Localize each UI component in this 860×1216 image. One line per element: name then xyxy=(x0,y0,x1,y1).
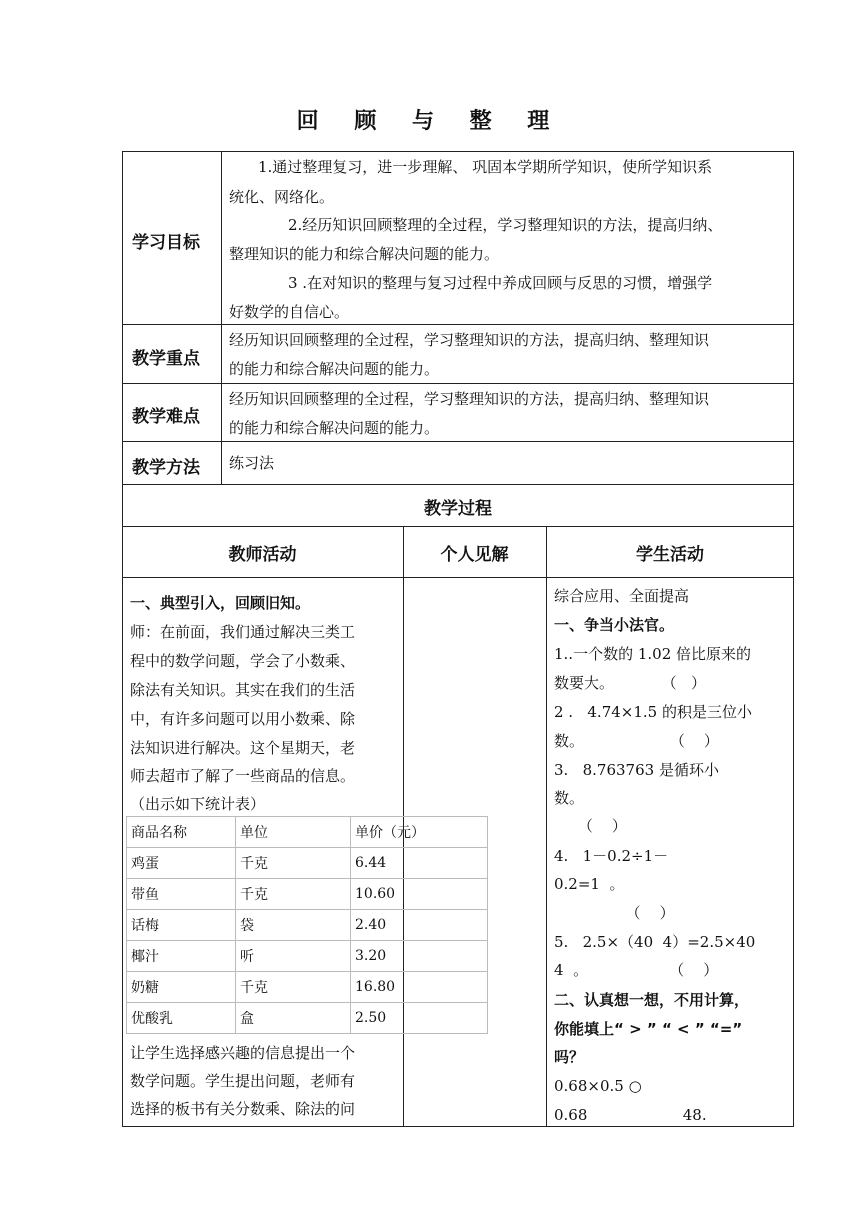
teacher-line: 程中的数学问题，学会了小数乘、 xyxy=(130,652,356,670)
teacher-column-header: 教师活动 xyxy=(228,545,297,565)
page-title: 回 顾 与 整 理 xyxy=(296,109,564,134)
student-line: 一、争当小法官。 xyxy=(554,616,675,634)
teacher-line: 数学问题。学生提出问题，老师有 xyxy=(130,1072,356,1090)
teacher-line: 让学生选择感兴趣的信息提出一个 xyxy=(130,1044,356,1062)
student-line: 你能填上“ > ” “ < ” “=” xyxy=(554,1020,743,1038)
row-divider xyxy=(122,577,794,578)
teacher-line: 中，有许多问题可以用小数乘、除 xyxy=(130,710,356,728)
table-cell: 16.80 xyxy=(351,972,488,1003)
table-cell: 盒 xyxy=(236,1003,351,1034)
student-line: 5. 2.5×（40 4）=2.5×40 xyxy=(554,933,756,951)
student-line: （ ） xyxy=(554,904,675,922)
row-divider xyxy=(122,526,794,527)
key-label: 教学重点 xyxy=(132,349,200,369)
table-cell: 10.60 xyxy=(351,879,488,910)
teacher-line: 师去超市了解了一些商品的信息。 xyxy=(130,767,356,785)
method-label: 教学方法 xyxy=(132,458,200,478)
teacher-section-title: 一、典型引入，回顾旧知。 xyxy=(130,594,311,612)
goals-label: 学习目标 xyxy=(132,233,200,253)
student-line: （ ） xyxy=(554,817,627,835)
personal-column-header: 个人见解 xyxy=(440,545,509,565)
student-line: 二、认真想一想，不用计算， xyxy=(554,991,750,1009)
header-cell: 单价（元） xyxy=(351,817,488,848)
method-value: 练习法 xyxy=(229,454,275,472)
table-cell: 6.44 xyxy=(351,848,488,879)
student-line: 2 . 4.74×1.5 的积是三位小 xyxy=(554,703,752,721)
student-line: 4. 1－0.2÷1－ xyxy=(554,847,669,865)
table-row xyxy=(127,910,488,941)
table-cell: 鸡蛋 xyxy=(127,848,236,879)
student-line: 数。 （ ） xyxy=(554,732,719,750)
goals-line: 整理知识的能力和综合解决问题的能力。 xyxy=(229,245,500,263)
table-cell: 袋 xyxy=(236,910,351,941)
student-line: 1..一个数的 1.02 倍比原来的 xyxy=(554,645,752,663)
table-cell: 2.40 xyxy=(351,910,488,941)
table-cell: 话梅 xyxy=(127,910,236,941)
student-line: 0.68 48. xyxy=(554,1106,707,1124)
student-line: 4 。 （ ） xyxy=(554,961,719,979)
teacher-line: 师：在前面，我们通过解决三类工 xyxy=(130,623,356,641)
key-line: 经历知识回顾整理的全过程，学习整理知识的方法，提高归纳、整理知识 xyxy=(229,331,710,349)
student-line: 吗？ xyxy=(554,1048,585,1066)
table-row xyxy=(127,941,488,972)
teacher-line: 除法有关知识。其实在我们的生活 xyxy=(130,681,356,699)
student-line: 数要大。 （ ） xyxy=(554,674,706,692)
table-cell: 带鱼 xyxy=(127,879,236,910)
table-row xyxy=(127,848,488,879)
table-cell: 千克 xyxy=(236,879,351,910)
table-cell: 奶糖 xyxy=(127,972,236,1003)
student-column-header: 学生活动 xyxy=(636,545,704,565)
table-cell: 千克 xyxy=(236,972,351,1003)
student-line: 综合应用、全面提高 xyxy=(554,587,690,605)
row-divider xyxy=(122,484,794,485)
goals-line: 3 .在对知识的整理与复习过程中养成回顾与反思的习惯，增强学 xyxy=(288,274,713,292)
table-cell: 听 xyxy=(236,941,351,972)
student-line: 0.2=1 。 xyxy=(554,875,625,893)
student-line: 0.68×0.5 ○ xyxy=(554,1077,642,1095)
goals-line: 2.经历知识回顾整理的全过程，学习整理知识的方法，提高归纳、 xyxy=(288,216,723,234)
goals-line: 好数学的自信心。 xyxy=(229,303,350,321)
table-cell: 优酸乳 xyxy=(127,1003,236,1034)
process-heading: 教学过程 xyxy=(424,499,492,519)
column-divider xyxy=(546,526,547,1127)
table-row xyxy=(127,972,488,1003)
table-row xyxy=(127,1003,488,1034)
difficult-line: 的能力和综合解决问题的能力。 xyxy=(229,419,440,437)
table-cell: 千克 xyxy=(236,848,351,879)
key-line: 的能力和综合解决问题的能力。 xyxy=(229,360,440,378)
label-column-divider xyxy=(221,151,222,484)
goals-line: 统化、网络化。 xyxy=(229,188,335,206)
teacher-line: （出示如下统计表） xyxy=(130,795,266,813)
goals-line: 1.通过整理复习，进一步理解、 巩固本学期所学知识，使所学知识系 xyxy=(258,158,713,176)
difficult-line: 经历知识回顾整理的全过程，学习整理知识的方法，提高归纳、整理知识 xyxy=(229,390,710,408)
product-price-table xyxy=(126,816,488,1034)
teacher-line: 法知识进行解决。这个星期天，老 xyxy=(130,739,356,757)
table-header-row xyxy=(127,817,488,848)
table-row xyxy=(127,879,488,910)
header-cell: 商品名称 xyxy=(127,817,236,848)
student-line: 数。 xyxy=(554,789,585,807)
student-line: 3. 8.763763 是循环小 xyxy=(554,761,719,779)
header-cell: 单位 xyxy=(236,817,351,848)
row-divider xyxy=(122,441,794,442)
table-cell: 2.50 xyxy=(351,1003,488,1034)
table-cell: 椰汁 xyxy=(127,941,236,972)
table-cell: 3.20 xyxy=(351,941,488,972)
teacher-line: 选择的板书有关分数乘、除法的问 xyxy=(130,1100,356,1118)
difficult-label: 教学难点 xyxy=(132,407,200,427)
